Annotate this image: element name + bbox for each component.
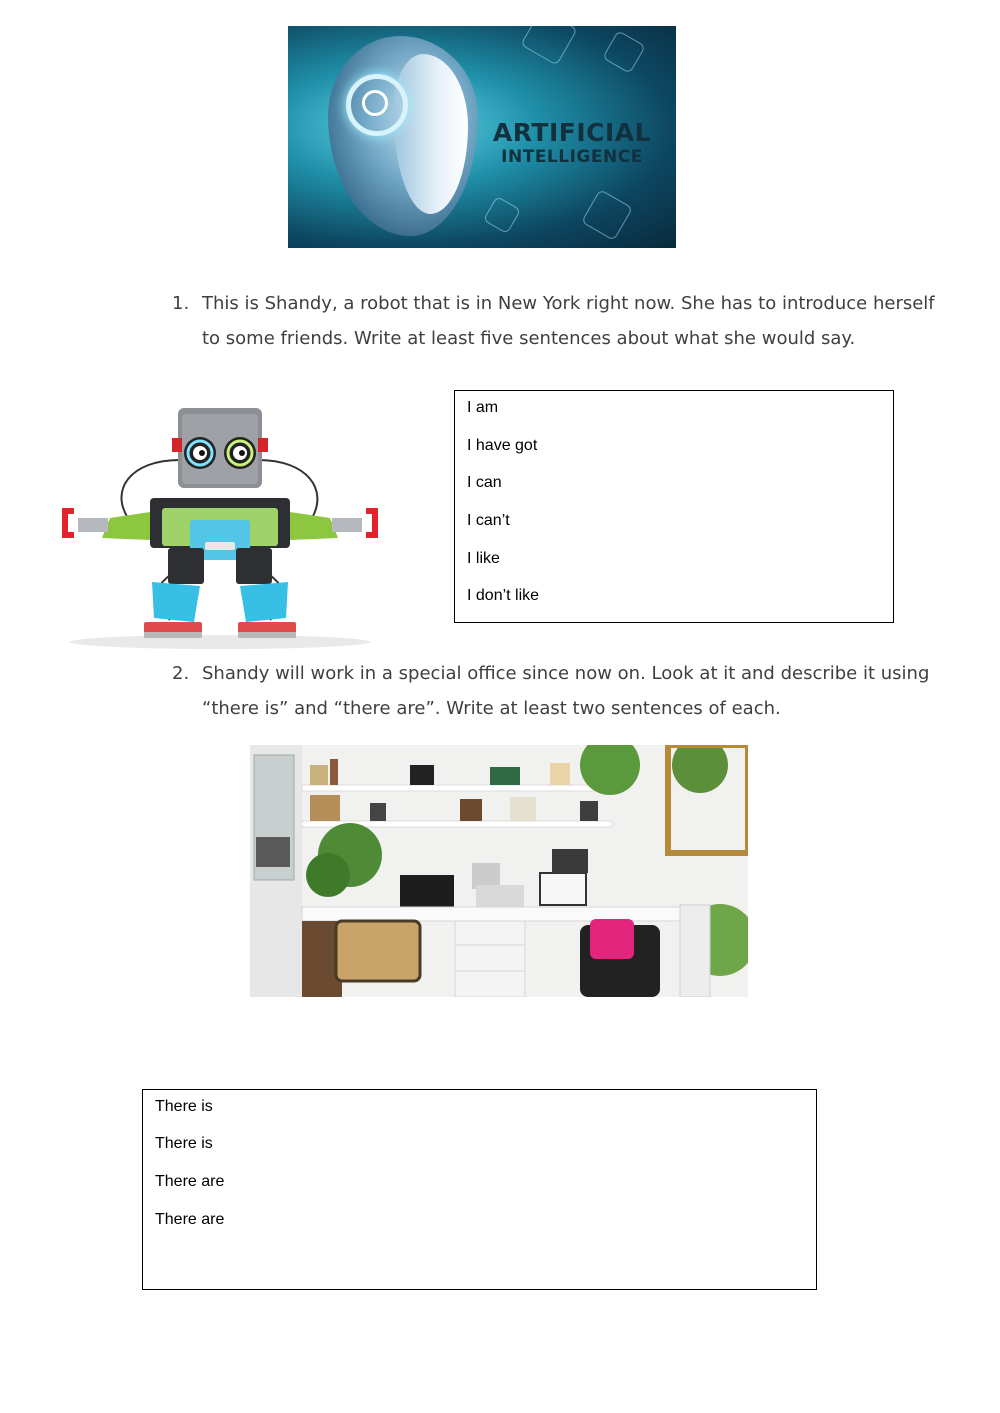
robot-ear-right bbox=[258, 438, 268, 452]
robot-leg-right bbox=[240, 582, 288, 622]
prompt-line: I don’t like bbox=[467, 587, 540, 604]
pink-cushion bbox=[590, 919, 634, 959]
prompt-line: I am bbox=[467, 399, 499, 416]
office-photo bbox=[250, 745, 748, 997]
question-text: This is Shandy, a robot that is in New York right now. She has to introduce herself to some friends. Write at least five sentences about what she would say. bbox=[202, 293, 935, 349]
question-number: 2. bbox=[172, 663, 190, 684]
prompt-line: There are bbox=[155, 1211, 225, 1228]
laptop-left bbox=[400, 875, 454, 911]
robot-arm-left bbox=[102, 512, 150, 540]
laptop-right bbox=[540, 873, 586, 905]
chair-left bbox=[336, 921, 420, 981]
robot-illustration bbox=[50, 400, 390, 650]
hexagon-decoration bbox=[581, 189, 633, 241]
prompt-line: I can’t bbox=[467, 512, 510, 529]
prompt-line: I like bbox=[467, 550, 500, 567]
answer-box-1[interactable] bbox=[454, 390, 894, 623]
hexagon-decoration bbox=[520, 26, 577, 66]
hexagon-decoration bbox=[483, 196, 521, 234]
robot-claw-right bbox=[366, 508, 378, 538]
printer bbox=[476, 885, 524, 907]
robot-ear-left bbox=[172, 438, 182, 452]
desk bbox=[302, 907, 682, 921]
robot-claw-left bbox=[62, 508, 74, 538]
robot-hip-right bbox=[236, 548, 272, 584]
prompt-line: There is bbox=[155, 1098, 213, 1115]
banner-title: ARTIFICIAL bbox=[492, 118, 652, 147]
gear-inner-icon bbox=[362, 90, 388, 116]
question-number: 1. bbox=[172, 293, 190, 314]
prompt-line: There is bbox=[155, 1135, 213, 1152]
hexagon-decoration bbox=[602, 30, 646, 74]
question-1 bbox=[172, 286, 942, 356]
question-text: Shandy will work in a special office since now on. Look at it and describe it using “there is” and “there are”. Write at least two sentences of each. bbox=[202, 663, 930, 719]
robot-leg-left bbox=[152, 582, 200, 622]
artificial-intelligence-banner bbox=[288, 26, 676, 248]
prompt-line: I can bbox=[467, 474, 502, 491]
desk-drawers bbox=[455, 921, 525, 997]
robot-arm-right bbox=[290, 512, 338, 540]
robot-hip-left bbox=[168, 548, 204, 584]
shelf bbox=[302, 785, 612, 791]
robot-shadow bbox=[70, 635, 370, 649]
prompt-line: I have got bbox=[467, 437, 538, 454]
answer-box-2[interactable] bbox=[142, 1089, 817, 1290]
banner-subtitle: INTELLIGENCE bbox=[501, 147, 643, 167]
prompt-line: There are bbox=[155, 1173, 225, 1190]
question-2 bbox=[172, 656, 942, 726]
